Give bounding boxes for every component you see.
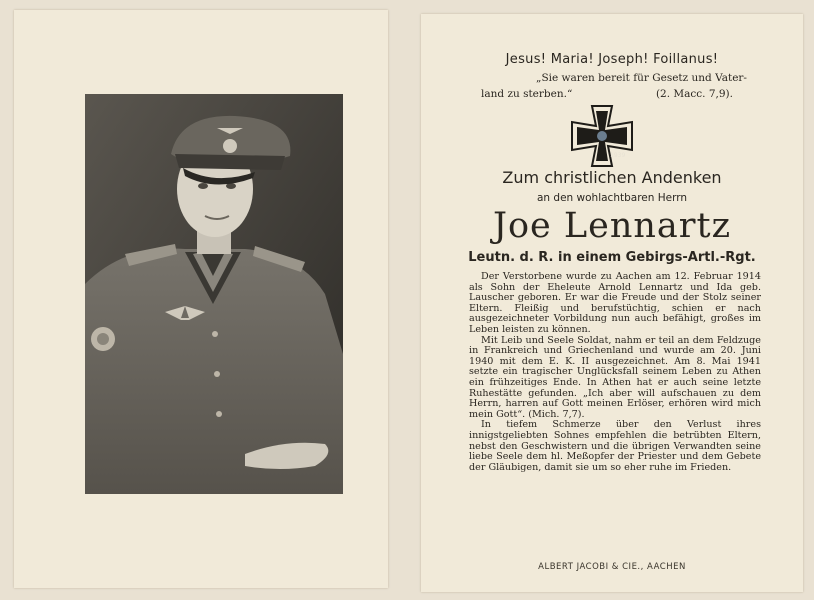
cross-year: 1939 bbox=[610, 152, 626, 159]
bio-paragraph: In tiefem Schmerze über den Verlust ihres innigstgeliebten Sohnes empfehlen die betrübten Eltern, nebst den Geschwistern und die übrigen Verwandten seine liebe Seele dem hl. Meßopfer der Priester und dem Gebete der Gläubigen, damit sie um so eher ruhe im Frieden. bbox=[469, 419, 761, 473]
memorial-subheading: an den wohlachtbaren Herrn bbox=[536, 192, 688, 204]
publisher-imprint: ALBERT JACOBI & CIE., AACHEN bbox=[538, 562, 686, 572]
deceased-rank: Leutn. d. R. in einem Gebirgs-Artl.-Rgt. bbox=[468, 250, 756, 265]
portrait-photo bbox=[85, 94, 343, 494]
quote-line: „Sie waren bereit für Gesetz und Vater- bbox=[536, 72, 747, 84]
left-card bbox=[14, 10, 388, 588]
bio-paragraph: Der Verstorbene wurde zu Aachen am 12. Februar 1914 als Sohn der Eheleute Arnold Lennartz und Ida geb. Lauscher geboren. Er war die Freude und der Stolz seiner Eltern. Fleißig und berufstüchtig, schien er nach ausgezeichneter Vorbildung nun auch befähigt, großes im Leben leisten zu können. bbox=[469, 271, 761, 335]
bio-paragraph: Mit Leib und Seele Soldat, nahm er teil an dem Feldzuge in Frankreich und Griechenland und wurde am 20. Juni 1940 mit dem E. K. II ausgezeichnet. Am 8. Mai 1941 setzte ein tragischer Unglücksfall seinem Leben zu Athen ein frühzeitiges Ende. In Athen hat er auch seine letzte Ruhestätte gefunden. „Ich aber will aufschauen zu dem Herrn, harren auf Gott meinen Erlöser, erhören wird mich mein Gott“. (Mich. 7,7). bbox=[469, 334, 761, 420]
quote-line: land zu sterben.“ bbox=[481, 88, 573, 100]
memorial-heading: Zum christlichen Andenken bbox=[502, 168, 722, 187]
biography-text bbox=[469, 272, 761, 473]
iron-cross-icon bbox=[570, 104, 634, 168]
right-card bbox=[421, 14, 803, 592]
deceased-name: Joe Lennartz bbox=[492, 206, 732, 246]
invocation-header: Jesus! Maria! Joseph! Foillanus! bbox=[505, 52, 719, 67]
quote-reference: (2. Macc. 7,9). bbox=[655, 88, 733, 100]
portrait-illustration bbox=[85, 94, 343, 494]
